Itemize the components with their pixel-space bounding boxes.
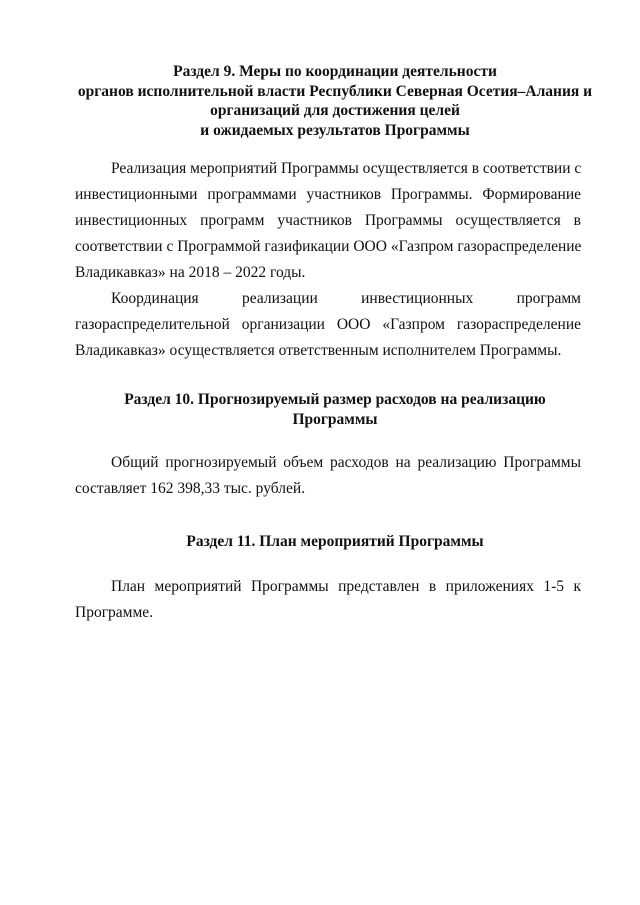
paragraph-line: инвестиционных программ участников Программы осуществляется в [75,212,581,229]
section-9-paragraph-1 [75,156,581,286]
paragraph-line: инвестиционными программами участников Программы. Формирование [75,186,581,203]
section-11-heading [70,532,600,552]
paragraph-line: План мероприятий Программы представлен в приложениях 1-5 к [111,578,581,595]
section-11-paragraph [75,574,581,626]
paragraph-line: Реализация мероприятий Программы осуществляется в соответствии с [111,160,582,177]
section-9-heading-line-2: органов исполнительной власти Республики Северная Осетия–Алания и [77,82,593,100]
paragraph-line: соответствии с Программой газификации ООО «Газпром газораспределение [75,238,582,255]
paragraph-line: Координация реализации инвестиционных программ [111,290,581,307]
paragraph-line: Владикавказ» на 2018 – 2022 годы. [75,264,306,281]
section-10-heading-line-1: Раздел 10. Прогнозируемый размер расходов на реализацию [124,391,546,408]
section-9-heading-line-4: и ожидаемых результатов Программы [200,121,470,139]
section-10-heading [70,390,600,429]
section-10-paragraph [75,450,581,502]
section-11-heading-line-1: Раздел 11. План мероприятий Программы [186,533,484,550]
paragraph-line: Владикавказ» осуществляется ответственным исполнителем Программы. [75,342,562,359]
section-9-heading-line-3: организаций для достижения целей [210,102,460,119]
paragraph-line: газораспределительной организации ООО «Газпром газораспределение [75,316,581,333]
paragraph-line: Программе. [75,604,154,621]
paragraph-line: составляет 162 398,33 тыс. рублей. [75,480,306,497]
section-9-paragraph-2 [75,286,581,364]
section-9-heading [70,62,600,140]
paragraph-line: Общий прогнозируемый объем расходов на реализацию Программы [111,454,581,471]
section-9-heading-line-1: Раздел 9. Меры по координации деятельности [173,63,497,80]
section-10-heading-line-2: Программы [292,410,378,428]
